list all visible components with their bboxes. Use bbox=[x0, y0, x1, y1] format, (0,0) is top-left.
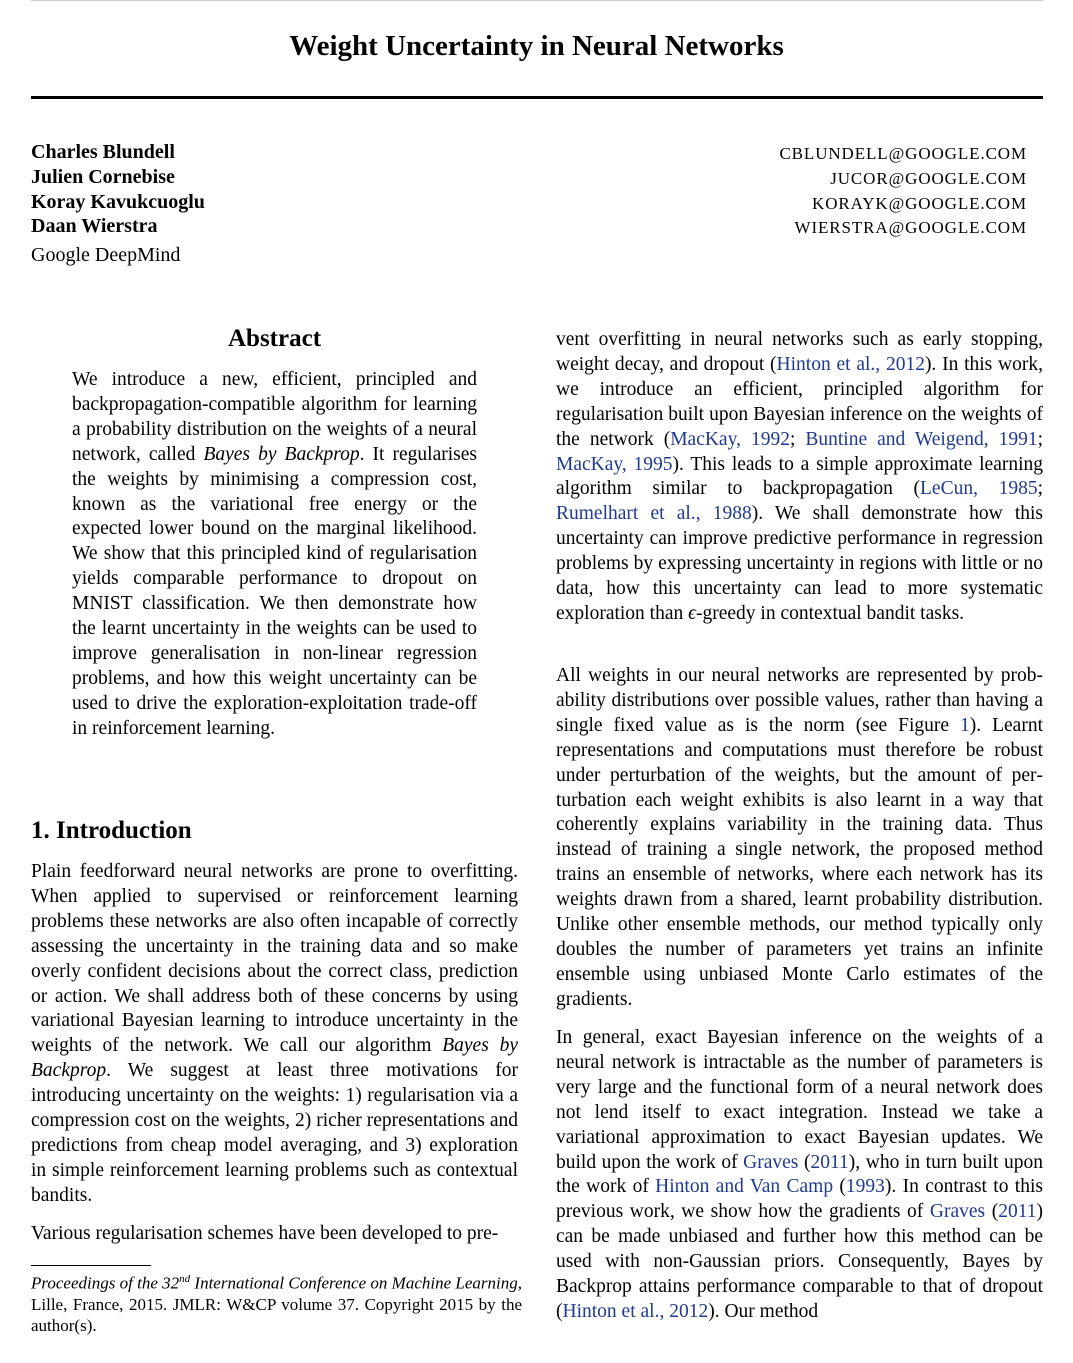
citation-link[interactable]: Hinton and Van Camp bbox=[655, 1176, 834, 1198]
author-email: KORAYK@GOOGLE.COM bbox=[812, 194, 1027, 213]
paper-title: Weight Uncertainty in Neural Networks bbox=[289, 30, 784, 62]
abstract-heading: Abstract bbox=[227, 325, 322, 352]
citation-link[interactable]: 1993 bbox=[845, 1176, 885, 1198]
citation-link[interactable]: Graves bbox=[743, 1151, 799, 1173]
author-name: Daan Wierstra bbox=[31, 215, 158, 237]
author-name: Charles Blundell bbox=[31, 141, 175, 163]
citation-link[interactable]: MacKay, 1992 bbox=[670, 428, 790, 450]
citation-link[interactable]: 2011 bbox=[998, 1201, 1037, 1223]
citation-link[interactable]: LeCun, 1985 bbox=[920, 478, 1038, 500]
affiliation: Google DeepMind bbox=[31, 244, 181, 266]
citation-link[interactable]: Buntine and Weigend, 1991 bbox=[805, 428, 1038, 450]
citation-link[interactable]: Rumelhart et al., 1988 bbox=[556, 503, 752, 525]
intro-paragraph-4: In general, exact Bayesian inference on the weights of a neural network is intractable as the number of parameters is very large and the functional form of a neural network does not lend itself to exact integration. Instead we take a variational approximation to exact Bayesian updates. We build upon the work of Graves (2011), who in turn built upon the work of Hinton and Van Camp (1993). In contrast to this previous work, we show how the gradients of Graves (2011) can be made unbiased and further how this method can be used with non-Gaussian priors. Consequently, Bayes by Backprop attains performance comparable to that of dropout (Hinton et al., 2012). Our method bbox=[556, 1027, 1044, 1322]
citation-link[interactable]: Graves bbox=[929, 1201, 986, 1223]
intro-paragraph-1: Plain feedforward neural networks are prone to overfitting. When applied to supervised or reinforcement learning problems these networks are also often incapable of correctly assessing the uncertainty in the training data and so make overly confident decisions about the correct class, prediction or action. We shall address both of these concerns by using variational Bayesian learning to introduce uncertainty in the weights of the network. We call our algorithm Bayes by Backprop. We suggest at least three motivations for introducing uncertainty on the weights: 1) regularisation via a compression cost on the weights, 2) richer representations and predictions from cheap model averaging, and 3) exploration in simple reinforcement learning problems such as contextual bandits. bbox=[31, 861, 519, 1206]
top-rule bbox=[31, 0, 1043, 1]
footnote: Proceedings of the 32nd International Conference on Machine Learning, Lille, France, 2015. JMLR: W&CP volume 37. Copyright 2015 by the author(s). bbox=[31, 1273, 522, 1335]
footnote-rule bbox=[31, 1265, 151, 1266]
citation-link[interactable]: 2011 bbox=[810, 1151, 849, 1173]
intro-paragraph-2-cont: vent overfitting in neural networks such as early stopping, weight decay, and dropout (Hinton et al., 2012). In this work, we introduce an efficient, principled algorithm for regularisation built upon Bayesian inference on the weights of the network (MacKay, 1992; Buntine and Weigend, 1991; MacKay, 1995). This leads to a simple approximate learning algorithm similar to backpropagation (LeCun, 1985; Rumelhart et al., 1988). We shall demonstrate how this uncertainty can improve predictive performance in regression problems by expressing uncertainty in regions with little or no data, how this uncertainty can lead to more systematic exploration than ϵ-greedy in contextual bandit tasks. bbox=[556, 329, 1044, 624]
citation-link[interactable]: Hinton et al., 2012 bbox=[776, 353, 925, 375]
figure-ref-link[interactable]: 1 bbox=[960, 714, 970, 736]
citation-link[interactable]: Hinton et al., 2012 bbox=[562, 1300, 709, 1322]
author-email: JUCOR@GOOGLE.COM bbox=[830, 169, 1027, 188]
intro-paragraph-2-start: Various regularisation schemes have been developed to pre- bbox=[31, 1223, 499, 1244]
author-email: WIERSTRA@GOOGLE.COM bbox=[794, 218, 1027, 237]
author-name: Julien Cornebise bbox=[31, 166, 175, 188]
abstract-body: We introduce a new, efficient, principled and backpropagation-compatible algorithm for learning a probability distribution on the weights of a neural network, called Bayes by Backprop. It regularises the weights by minimising a compression cost, known as the variational free energy or the expected lower bound on the marginal likelihood. We show that this principled kind of regularisation yields comparable performance to dropout on MNIST classification. We then demonstrate how the learnt uncertainty in the weights can be used to improve generalisation in non-linear regression problems, and how this weight uncertainty can be used to drive the exploration-exploitation trade-off in reinforcement learning. bbox=[72, 369, 477, 739]
intro-paragraph-3: All weights in our neural networks are represented by probability distributions over possible values, rather than having a single fixed value as is the norm (see Figure 1). Learnt representations and computations must therefore be robust under perturbation of the weights, but the amount of perturbation each weight exhibits is also learnt in a way that coherently explains variability in the training data. Thus instead of training a single network, the proposed method trains an ensemble of networks, where each network has its weights drawn from a shared, learnt probability distribution. Unlike other ensemble methods, our method typically only doubles the number of parameters yet trains an infinite ensemble using unbiased Monte Carlo estimates of the gradients. bbox=[556, 665, 1043, 1010]
author-name: Koray Kavukcuoglu bbox=[31, 191, 205, 213]
citation-link[interactable]: MacKay, 1995 bbox=[556, 453, 673, 475]
section-heading: 1. Introduction bbox=[31, 817, 192, 844]
title-rule bbox=[31, 96, 1043, 99]
author-email: CBLUNDELL@GOOGLE.COM bbox=[779, 144, 1027, 163]
